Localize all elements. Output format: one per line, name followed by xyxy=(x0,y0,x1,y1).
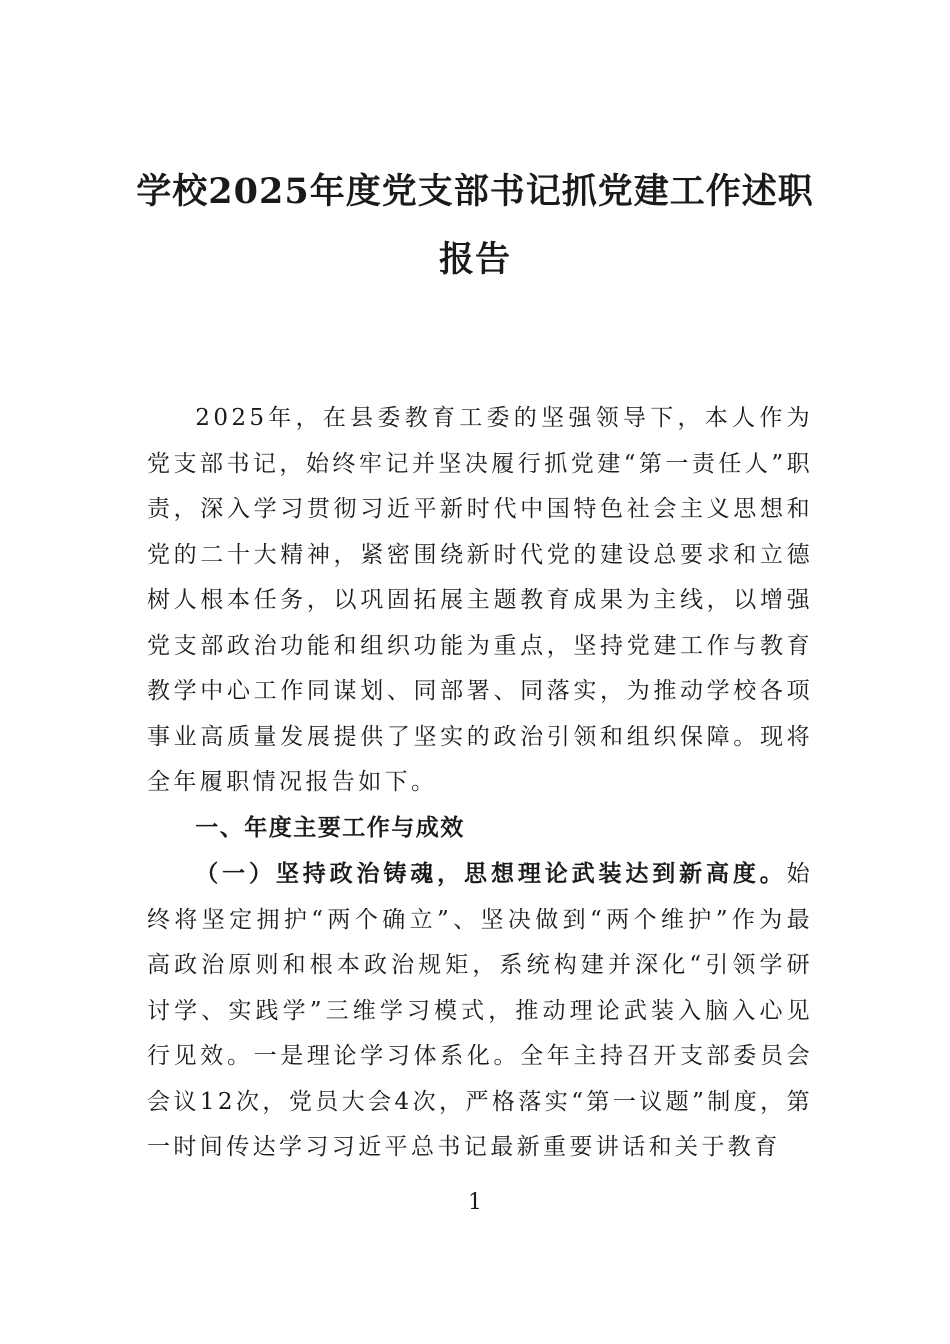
subsection-paragraph xyxy=(147,851,813,1171)
section-heading: 一、年度主要工作与成效 xyxy=(195,814,465,841)
document-title-line-1: 学校2025年度党支部书记抓党建工作述职 xyxy=(136,171,814,212)
intro-paragraph: 2025年，在县委教育工委的坚强领导下，本人作为党支部书记，始终牢记并坚决履行抓党建“第一责任人”职责，深入学习贯彻习近平新时代中国特色社会主义思想和党的二十大精神，紧密围绕新时代党的建设总要求和立德树人根本任务，以巩固拓展主题教育成果为主线，以增强党支部政治功能和组织功能为重点，坚持党建工作与教育教学中心工作同谋划、同部署、同落实，为推动学校各项事业高质量发展提供了坚实的政治引领和组织保障。现将全年履职情况报告如下。 xyxy=(147,405,813,795)
subsection-body: 始终将坚定拥护“两个确立”、坚决做到“两个维护”作为最高政治原则和根本政治规矩，系统构建并深化“引领学研讨学、实践学”三维学习模式，推动理论武装入脑入心见行见效。一是理论学习体系化。全年主持召开支部委员会会议12次，党员大会4次，严格落实“第一议题”制度，第一时间传达学习习近平总书记最新重要讲话和关于教育 xyxy=(147,861,813,1160)
document-title-line-2: 报告 xyxy=(438,239,511,280)
subsection-lead: （一）坚持政治铸魂，思想理论武装达到新高度。 xyxy=(195,860,787,887)
document-body xyxy=(147,396,813,1171)
page-number: 1 xyxy=(468,1190,482,1215)
